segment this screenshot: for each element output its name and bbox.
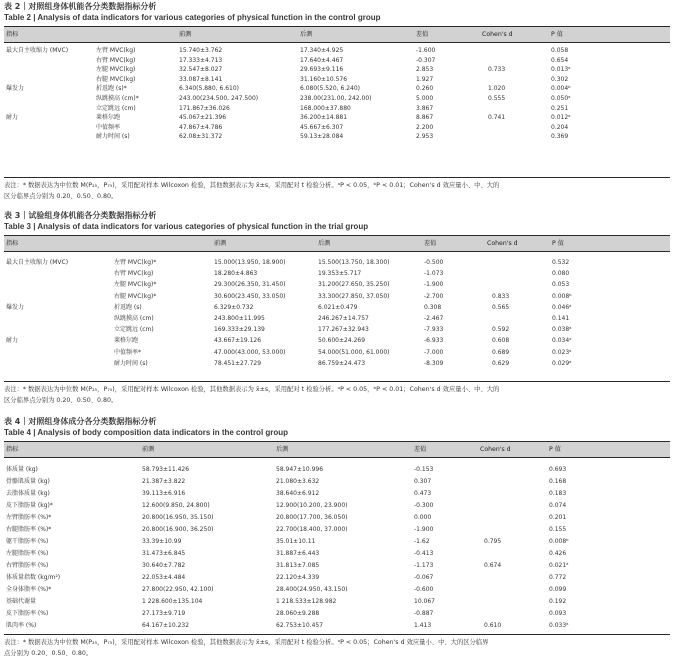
- table2-col-indicator: 指标: [6, 31, 19, 38]
- table2-col-diff: 差值: [416, 31, 429, 38]
- cell-p-value: 0.168: [549, 478, 567, 485]
- cell-post: 86.759±24.473: [318, 359, 366, 367]
- cell-indicator: 左臂脂肪率 (%)*: [6, 514, 52, 521]
- cell-p-value: 0.034ᵃ: [552, 337, 572, 345]
- cell-post: 20.800(17.700, 36.050): [276, 514, 348, 521]
- cell-diff: -0.153: [414, 466, 434, 473]
- cell-pre: 33.087±8.141: [179, 75, 223, 83]
- cell-pre: 15.740±3.762: [179, 47, 223, 54]
- cell-cohen-d: 0.733: [488, 66, 506, 74]
- cell-post: 35.01±10.11: [276, 538, 316, 545]
- cell-cohen-d: 0.555: [488, 95, 506, 102]
- table4-col-cohen: Cohen's d: [480, 446, 511, 453]
- table3-col-indicator: 指标: [6, 240, 19, 247]
- cell-indicator: 立定跳远 (cm): [114, 326, 154, 334]
- cell-p-value: 0.099: [549, 586, 567, 593]
- cell-indicator: 躯干脂肪率 (%): [6, 538, 49, 545]
- cell-p-value: 0.532: [552, 259, 570, 266]
- table-row: [4, 597, 670, 609]
- table2: [4, 2, 670, 207]
- table-row: [4, 336, 670, 347]
- cell-pre: 20.800(16.950, 35.150): [142, 514, 214, 521]
- cell-diff: 2.953: [416, 133, 434, 141]
- cell-post: 58.947±10.996: [276, 466, 324, 473]
- table-row: [4, 292, 670, 303]
- cell-post: 22.700(18.400, 37.000): [276, 526, 348, 533]
- cell-cohen-d: 0.592: [492, 326, 510, 334]
- cell-p-value: 0.050ᵃ: [551, 95, 571, 102]
- cell-pre: 64.167±10.232: [142, 622, 190, 629]
- cell-p-value: 0.080: [552, 270, 570, 278]
- cell-indicator: 左腿脂肪率 (%): [6, 550, 49, 557]
- cell-p-value: 0.251: [551, 104, 569, 112]
- cell-diff: -0.887: [414, 610, 434, 617]
- cell-pre: 243.800±11.995: [214, 315, 265, 322]
- cell-diff: -1.62: [414, 538, 430, 545]
- cell-p-value: 0.013ᵃ: [551, 66, 571, 74]
- cell-diff: 1.927: [416, 75, 434, 83]
- cell-diff: 2.853: [416, 66, 434, 74]
- cell-cohen-d: 0.629: [492, 359, 510, 367]
- cell-p-value: 0.033ᵃ: [549, 622, 569, 629]
- cell-indicator: 右腿 MVC(kg)*: [114, 292, 157, 300]
- cell-pre: 17.333±4.713: [179, 56, 223, 64]
- table-row: [4, 525, 670, 537]
- table4-note-line2: 点分别为 0.20、0.50、0.80。: [4, 650, 93, 657]
- cell-diff: -6.933: [424, 337, 444, 345]
- cell-pre: 12.600(9.850, 24.800): [142, 502, 210, 509]
- cell-pre: 47.000(43.000, 53.000): [214, 348, 286, 356]
- table3-col-p: P 值: [552, 240, 564, 247]
- cell-cohen-d: 0.565: [492, 303, 510, 311]
- cell-diff: -8.309: [424, 359, 444, 367]
- cell-pre: 62.08±31.372: [179, 133, 223, 141]
- cell-p-value: 0.038ᵃ: [552, 326, 572, 334]
- cell-category: 爆发力: [6, 303, 25, 311]
- cell-category: 耐力: [6, 114, 19, 122]
- cell-p-value: 0.426: [549, 550, 567, 557]
- table-row: [4, 84, 670, 94]
- cell-pre: 58.793±11.426: [142, 466, 190, 473]
- table3-note-line2: 区分临界点分别为 0.20、0.50、0.80。: [4, 397, 118, 404]
- cell-indicator: 左腿 MVC(kg): [96, 66, 136, 74]
- cell-cohen-d: 1.020: [488, 85, 506, 93]
- cell-pre: 6.340(5.880, 6.610): [179, 85, 240, 93]
- cell-indicator: 纵跳摸高 (cm)*: [96, 95, 139, 102]
- cell-indicator: 折返跑 (s): [114, 303, 142, 311]
- table4-note-line1: 表注：* 数据表达为中位数 M(P₂₅，P₇₅)，采用配对样本 Wilcoxon 检验，其他数据表示为 x̄±s，采用配对 t 检验分析。ᵃP < 0.05；Cohen's d 效应量小、中、大的区分临界: [4, 639, 489, 646]
- cell-post: 17.640±4.467: [300, 56, 344, 64]
- table-row: [4, 314, 670, 325]
- cell-indicator: 莱格尔跑: [114, 337, 139, 345]
- table4-col-diff: 差值: [414, 446, 427, 453]
- cell-post: 38.640±6.912: [276, 490, 320, 497]
- cell-indicator: 肌肉率 (%): [6, 622, 37, 629]
- table2-col-cohen: Cohen's d: [482, 31, 513, 38]
- cell-indicator: 立定跳远 (cm): [96, 104, 136, 112]
- cell-pre: 45.067±21.396: [179, 114, 227, 122]
- cell-indicator: 体质量指数 (kg/m²): [6, 574, 61, 581]
- cell-p-value: 0.008ᵇ: [549, 538, 569, 545]
- table3: [4, 211, 670, 413]
- cell-category: 最大自主收缩力 (MVC): [6, 259, 69, 266]
- table-row: [4, 537, 670, 549]
- cell-post: 50.600±24.269: [318, 337, 366, 345]
- cell-pre: 20.800(16.900, 36.250): [142, 526, 214, 533]
- cell-diff: -0.300: [414, 502, 434, 509]
- table3-body: [4, 258, 670, 367]
- cell-p-value: 0.183: [549, 490, 567, 497]
- cell-diff: -1.900: [414, 526, 434, 533]
- cell-p-value: 0.155: [549, 526, 567, 533]
- cell-indicator: 右腿脂肪率 (%)*: [6, 526, 52, 533]
- table3-col-post: 后测: [318, 240, 331, 247]
- cell-indicator: 左臂 MVC(kg)*: [114, 259, 157, 266]
- cell-indicator: 中值频率*: [114, 348, 142, 356]
- cell-diff: -7.933: [424, 326, 444, 334]
- cell-p-value: 0.004ᵇ: [551, 85, 571, 93]
- cell-cohen-d: 0.610: [484, 622, 502, 629]
- cell-diff: -7.000: [424, 348, 444, 356]
- cell-post: 19.353±5.717: [318, 270, 362, 278]
- cell-p-value: 0.693: [549, 466, 567, 473]
- table-row: [4, 549, 670, 561]
- table3-header-rule: [4, 251, 670, 252]
- cell-indicator: 莱格尔跑: [96, 114, 121, 122]
- cell-post: 12.900(10.200, 23.900): [276, 502, 348, 509]
- cell-indicator: 左腿 MVC(kg)*: [114, 281, 157, 289]
- cell-category: 最大自主收缩力 (MVC): [6, 47, 69, 54]
- cell-post: 54.000(51.000, 61.000): [318, 348, 390, 356]
- table2-caption-en: Table 2 | Analysis of data indicators for various categories of physical function in the control group: [4, 13, 381, 22]
- cell-post: 246.267±14.757: [318, 315, 369, 322]
- cell-pre: 1 228.600±135.104: [142, 598, 203, 605]
- table4-col-pre: 前测: [142, 446, 155, 453]
- cell-post: 33.300(27.850, 37.050): [318, 292, 390, 300]
- cell-post: 62.753±10.457: [276, 622, 324, 629]
- cell-p-value: 0.008ᵇ: [552, 292, 572, 300]
- table4-bottom-rule: [4, 634, 670, 635]
- cell-diff: -0.067: [414, 574, 434, 581]
- cell-p-value: 0.141: [552, 315, 570, 322]
- table3-col-cohen: Cohen's d: [487, 240, 518, 247]
- cell-pre: 243.00(234.500, 247.500): [179, 95, 259, 102]
- cell-pre: 47.867±4.786: [179, 123, 223, 131]
- cell-post: 59.13±28.084: [300, 133, 344, 141]
- cell-cohen-d: 0.833: [492, 292, 510, 300]
- table3-caption-zh: 表 3｜试验组身体机能各分类数据指标分析: [4, 211, 157, 220]
- table-row: [4, 258, 670, 269]
- table3-col-diff: 差值: [424, 240, 437, 247]
- table4: [4, 417, 670, 667]
- cell-diff: -0.307: [416, 56, 436, 64]
- cell-post: 17.340±4.925: [300, 47, 344, 54]
- cell-p-value: 0.654: [551, 56, 569, 64]
- cell-post: 28.060±9.288: [276, 610, 320, 617]
- table4-caption-zh: 表 4｜对照组身体成分各分类数据指标分析: [4, 417, 157, 426]
- cell-pre: 21.387±3.822: [142, 478, 186, 485]
- cell-pre: 6.329±0.732: [214, 303, 254, 311]
- cell-indicator: 全身体脂率 (%)*: [6, 586, 52, 593]
- table2-header-rule: [4, 42, 670, 43]
- table-row: [4, 56, 670, 66]
- cell-diff: -2.467: [424, 315, 444, 322]
- cell-diff: 5.000: [416, 95, 434, 102]
- cell-pre: 15.000(13.950, 18.900): [214, 259, 286, 266]
- cell-post: 36.200±14.881: [300, 114, 348, 122]
- cell-indicator: 左臂 MVC(kg): [96, 47, 136, 54]
- table-row: [4, 94, 670, 104]
- cell-category: 耐力: [6, 337, 19, 345]
- table-row: [4, 561, 670, 573]
- cell-indicator: 右臂 MVC(kg): [114, 270, 154, 278]
- cell-post: 29.693±9.116: [300, 66, 344, 74]
- cell-indicator: 右腿 MVC(kg): [96, 75, 136, 83]
- cell-diff: -0.500: [424, 259, 444, 266]
- cell-pre: 30.600(23.450, 33.050): [214, 292, 286, 300]
- cell-pre: 39.113±6.916: [142, 490, 186, 497]
- table2-caption-zh: 表 2｜对照组身体机能各分类数据指标分析: [4, 2, 157, 11]
- cell-post: 45.667±6.307: [300, 123, 344, 131]
- table4-col-indicator: 指标: [6, 446, 19, 453]
- cell-pre: 30.640±7.782: [142, 562, 186, 569]
- cell-indicator: 耐力时间 (s): [96, 133, 130, 141]
- cell-p-value: 0.023ᵃ: [552, 348, 572, 356]
- cell-post: 31.887±6.443: [276, 550, 320, 557]
- cell-diff: -1.073: [424, 270, 444, 278]
- table4-col-p: P 值: [549, 446, 561, 453]
- table3-bottom-rule: [4, 381, 670, 382]
- cell-indicator: 中值频率: [96, 123, 121, 131]
- table2-col-pre: 前测: [179, 31, 192, 38]
- table-row: [4, 513, 670, 525]
- cell-p-value: 0.093: [549, 610, 567, 617]
- cell-diff: 1.413: [414, 622, 432, 629]
- cell-indicator: 骨骼肌质量 (kg): [6, 478, 50, 485]
- cell-p-value: 0.029ᵃ: [552, 359, 572, 367]
- cell-indicator: 纵跳摸高 (cm): [114, 315, 154, 322]
- cell-indicator: 去脂体质量 (kg): [6, 490, 50, 497]
- cell-post: 168.000±37.880: [300, 104, 351, 112]
- table-row: [4, 280, 670, 291]
- cell-p-value: 0.021ᵃ: [549, 562, 569, 569]
- table2-note-line2: 区分临界点分别为 0.20、0.50、0.80。: [4, 193, 118, 200]
- cell-indicator: 皮下脂肪量 (kg)*: [6, 502, 53, 509]
- cell-post: 6.021±0.479: [318, 303, 358, 311]
- cell-indicator: 耐力时间 (s): [114, 359, 148, 367]
- cell-diff: 0.260: [416, 85, 434, 93]
- cell-p-value: 0.053: [552, 281, 570, 289]
- cell-pre: 78.451±27.729: [214, 359, 262, 367]
- cell-diff: -1.173: [414, 562, 434, 569]
- table2-bottom-rule: [4, 177, 670, 178]
- cell-diff: 0.000: [414, 514, 432, 521]
- cell-pre: 171.867±36.026: [179, 104, 230, 112]
- cell-cohen-d: 0.795: [484, 538, 502, 545]
- table4-header-rule: [4, 457, 670, 458]
- cell-p-value: 0.302: [551, 75, 569, 83]
- table2-body: [4, 46, 670, 141]
- table-row: [4, 359, 670, 370]
- table-row: [4, 269, 670, 280]
- table2-header: [4, 30, 670, 40]
- cell-diff: -0.413: [414, 550, 434, 557]
- cell-pre: 31.473±6.845: [142, 550, 186, 557]
- cell-post: 15.500(13.750, 18.300): [318, 259, 390, 266]
- table-row: [4, 609, 670, 621]
- cell-diff: 0.307: [414, 478, 432, 485]
- table4-body: [4, 465, 670, 635]
- table-row: [4, 75, 670, 85]
- cell-p-value: 0.058: [551, 47, 569, 54]
- table4-caption-en: Table 4 | Analysis of body composition data indicators in the control group: [4, 428, 289, 437]
- cell-post: 6.080(5.520, 6.240): [300, 85, 361, 93]
- cell-diff: 2.200: [416, 123, 434, 131]
- cell-indicator: 右臂 MVC(kg): [96, 56, 136, 64]
- cell-p-value: 0.369: [551, 133, 569, 141]
- table-row: [4, 325, 670, 336]
- table-row: [4, 621, 670, 633]
- cell-pre: 29.300(26.350, 31.450): [214, 281, 286, 289]
- cell-p-value: 0.204: [551, 123, 569, 131]
- cell-indicator: 皮下脂肪率 (%): [6, 610, 49, 617]
- cell-diff: 0.308: [424, 303, 442, 311]
- table-row: [4, 477, 670, 489]
- cell-cohen-d: 0.689: [492, 348, 510, 356]
- cell-indicator: 体质量 (kg): [6, 466, 38, 473]
- cell-category: 爆发力: [6, 85, 25, 93]
- table2-note-line1: 表注：* 数据表达为中位数 M(P₂₅，P₇₅)，采用配对样本 Wilcoxon 检验，其他数据表示为 x̄±s，采用配对 t 检验分析。ᵃP < 0.05，ᵇP < 0.01；Cohen's d 效应量小、中、大的: [4, 182, 500, 189]
- table-row: [4, 65, 670, 75]
- cell-pre: 169.333±29.139: [214, 326, 265, 334]
- cell-diff: 10.067: [414, 598, 435, 605]
- table-row: [4, 501, 670, 513]
- table3-header: [4, 239, 670, 249]
- table-row: [4, 104, 670, 114]
- table3-note-line1: 表注：* 数据表达为中位数 M(P₂₅，P₇₅)，采用配对样本 Wilcoxon 检验，其他数据表示为 x̄±s，采用配对 t 检验分析。ᵃP < 0.05，ᵇP < 0.01；Cohen's d 效应量小、中、大的: [4, 386, 500, 393]
- cell-p-value: 0.192: [549, 598, 567, 605]
- table-row: [4, 348, 670, 359]
- cell-cohen-d: 0.674: [484, 562, 502, 569]
- cell-diff: 3.867: [416, 104, 434, 112]
- cell-diff: -1.900: [424, 281, 444, 289]
- cell-pre: 33.39±10.99: [142, 538, 182, 545]
- cell-post: 238.00(231.00, 242.00): [300, 95, 372, 102]
- table3-caption-en: Table 3 | Analysis of data indicators for various categories of physical function in the trial group: [4, 222, 369, 231]
- cell-pre: 22.053±4.484: [142, 574, 186, 581]
- cell-post: 21.080±3.632: [276, 478, 320, 485]
- cell-diff: -0.600: [414, 586, 434, 593]
- cell-post: 31.160±10.576: [300, 75, 348, 83]
- cell-p-value: 0.012ᵃ: [551, 114, 571, 122]
- cell-cohen-d: 0.741: [488, 114, 506, 122]
- cell-pre: 18.280±4.863: [214, 270, 258, 278]
- table-row: [4, 465, 670, 477]
- cell-diff: -1.600: [416, 47, 436, 54]
- table4-col-post: 后测: [276, 446, 289, 453]
- cell-p-value: 0.201: [549, 514, 567, 521]
- cell-diff: -2.700: [424, 292, 444, 300]
- table2-col-post: 后测: [300, 31, 313, 38]
- table-row: [4, 573, 670, 585]
- table-row: [4, 303, 670, 314]
- table-row: [4, 489, 670, 501]
- table-row: [4, 113, 670, 123]
- table-row: [4, 585, 670, 597]
- cell-indicator: 基础代谢量: [6, 598, 37, 605]
- cell-post: 28.400(24.950, 43.150): [276, 586, 348, 593]
- cell-diff: 8.867: [416, 114, 434, 122]
- cell-post: 177.267±32.943: [318, 326, 369, 334]
- cell-post: 22.120±4.339: [276, 574, 320, 581]
- table-row: [4, 132, 670, 142]
- cell-post: 1 218.533±128.982: [276, 598, 337, 605]
- cell-p-value: 0.772: [549, 574, 567, 581]
- table3-col-pre: 前测: [214, 240, 227, 247]
- cell-indicator: 折返跑 (s)*: [96, 85, 127, 93]
- cell-pre: 27.800(22.950, 42.100): [142, 586, 214, 593]
- cell-diff: 0.473: [414, 490, 432, 497]
- cell-post: 31.200(27.650, 35.250): [318, 281, 390, 289]
- cell-indicator: 右臂脂肪率 (%): [6, 562, 49, 569]
- cell-cohen-d: 0.608: [492, 337, 510, 345]
- cell-post: 31.813±7.085: [276, 562, 320, 569]
- cell-p-value: 0.046ᵃ: [552, 303, 572, 311]
- cell-pre: 43.667±19.126: [214, 337, 262, 345]
- table2-col-p: P 值: [551, 31, 563, 38]
- table4-header: [4, 445, 670, 455]
- cell-p-value: 0.074: [549, 502, 567, 509]
- cell-pre: 27.173±9.719: [142, 610, 186, 617]
- table-row: [4, 46, 670, 56]
- table-row: [4, 123, 670, 133]
- cell-pre: 32.547±8.027: [179, 66, 223, 74]
